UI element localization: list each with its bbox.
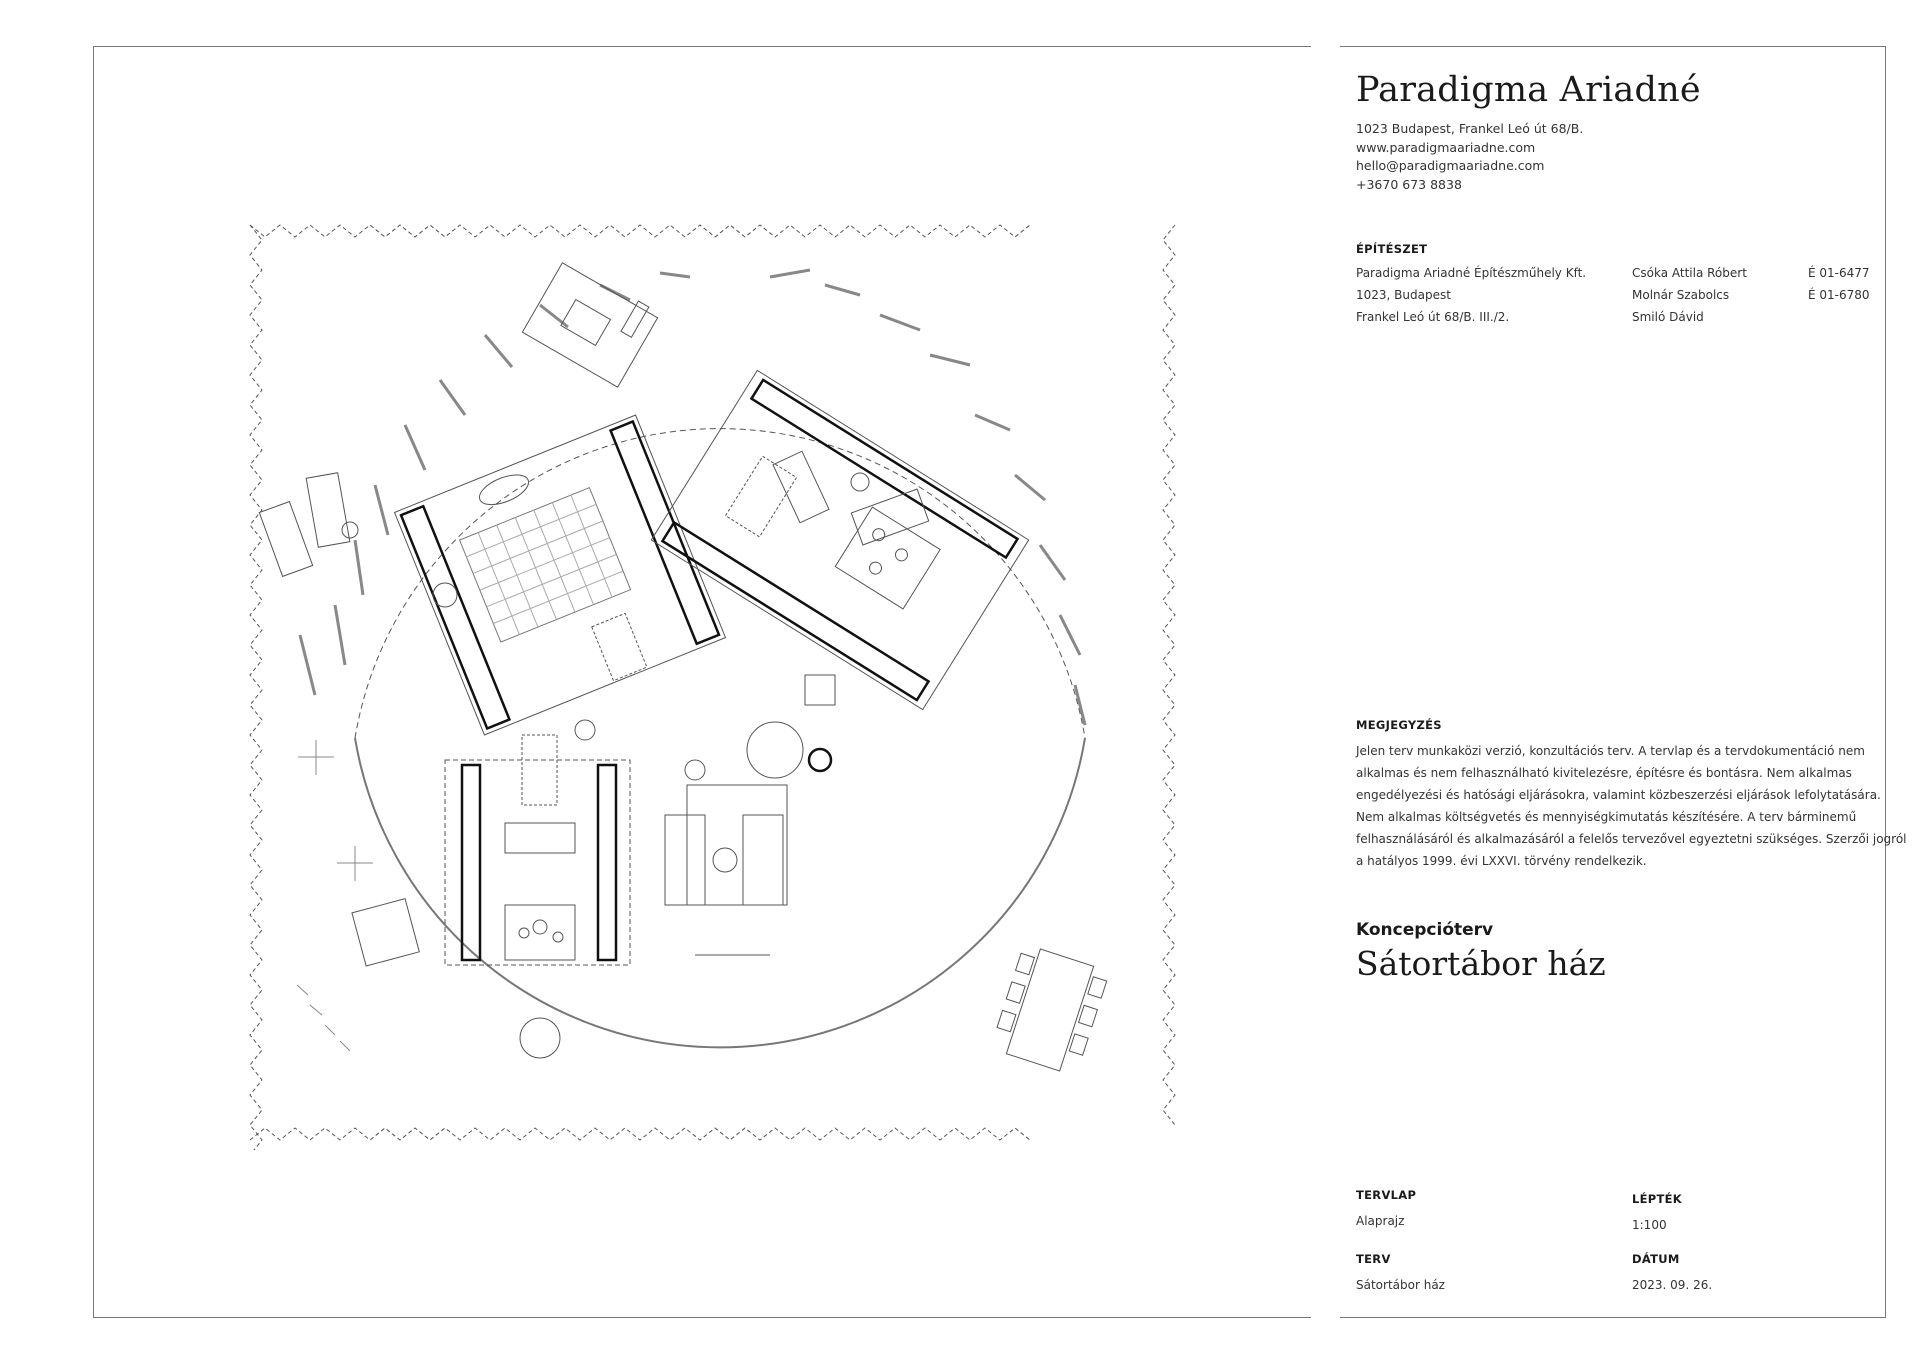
module-kitchen-small	[522, 259, 660, 388]
site-boundary-right	[1163, 225, 1175, 1125]
module-bathroom	[395, 415, 726, 735]
firm-contact	[1356, 120, 1583, 194]
company-line: Paradigma Ariadné Építészműhely Kft.	[1356, 266, 1587, 280]
armchair	[805, 675, 835, 705]
project-title: Sátortábor ház	[1356, 944, 1606, 983]
architecture-licenses	[1808, 262, 1870, 306]
scale-value: 1:100	[1632, 1218, 1667, 1232]
plan-label: TERV	[1356, 1252, 1391, 1266]
architecture-company	[1356, 262, 1586, 328]
architect-name: Smiló Dávid	[1632, 310, 1704, 324]
note-heading: MEGJEGYZÉS	[1356, 718, 1442, 732]
ottoman-grid	[352, 899, 419, 966]
note-text	[1356, 740, 1907, 872]
note-line: felhasználásáról és alkalmazásáról a felelős tervezővel egyeztetni szükséges. Szerzői jogról	[1356, 832, 1907, 846]
planter	[520, 1018, 560, 1058]
license-number: É 01-6477	[1808, 266, 1870, 280]
note-line: a hatályos 1999. évi LXXVI. törvény rendelkezik.	[1356, 854, 1647, 868]
license-number: É 01-6780	[1808, 288, 1870, 302]
architect-name: Molnár Szabolcs	[1632, 288, 1730, 302]
note-line: alkalmas és nem felhasználható kivitelezésre, építésre és bontásra. Nem alkalmas	[1356, 766, 1852, 780]
project-phase: Koncepcióterv	[1356, 920, 1494, 940]
fireplace	[809, 749, 831, 771]
firm-name: Paradigma Ariadné	[1356, 70, 1701, 110]
living-furniture	[665, 785, 787, 955]
site-boundary-left	[250, 225, 262, 1150]
site-boundary-top	[250, 225, 1030, 237]
company-line: 1023, Budapest	[1356, 288, 1451, 302]
contact-phone: +3670 673 8838	[1356, 176, 1462, 192]
company-line: Frankel Leó út 68/B. III./2.	[1356, 310, 1510, 324]
stool-1	[342, 522, 358, 538]
plan-value: Sátortábor ház	[1356, 1278, 1445, 1292]
plus-marker-1	[298, 740, 334, 775]
note-line: Jelen terv munkaközi verzió, konzultációs terv. A tervlap és a tervdokumentáció nem	[1356, 744, 1865, 758]
tick-marks	[297, 985, 350, 1051]
note-line: engedélyezési és hatósági eljárásokra, valamint közbeszerzési eljárások lefolytatására.	[1356, 788, 1881, 802]
dining-table	[990, 944, 1110, 1076]
architecture-architects	[1632, 262, 1747, 328]
louvre-strips	[300, 270, 1085, 725]
sheet-label: TERVLAP	[1356, 1188, 1417, 1202]
site-boundary-bottom	[250, 1128, 1030, 1140]
side-table-3	[575, 720, 595, 740]
date-value: 2023. 09. 26.	[1632, 1278, 1713, 1292]
contact-website: www.paradigmaariadne.com	[1356, 139, 1536, 155]
plus-marker-2	[337, 846, 373, 881]
stool-2	[851, 473, 869, 491]
architect-name: Csóka Attila Róbert	[1632, 266, 1747, 280]
side-table-1	[433, 583, 457, 607]
title-block-panel	[1356, 46, 1907, 1318]
module-kitchen	[445, 735, 630, 965]
side-table-2	[685, 760, 705, 780]
contact-email: hello@paradigmaariadne.com	[1356, 158, 1545, 173]
sun-loungers	[259, 451, 928, 576]
date-label: DÁTUM	[1632, 1252, 1680, 1266]
floor-plan-drawing	[240, 215, 1185, 1150]
sheet-value: Alaprajz	[1356, 1214, 1405, 1228]
note-line: Nem alkalmas költségvetés és mennyiségkimutatás készítésére. A terv bárminemű	[1356, 810, 1857, 824]
contact-address: 1023 Budapest, Frankel Leó út 68/B.	[1356, 121, 1584, 136]
module-living	[651, 370, 1028, 709]
architecture-heading: ÉPÍTÉSZET	[1356, 242, 1428, 256]
scale-label: LÉPTÉK	[1632, 1192, 1683, 1206]
tent-perimeter-solid	[355, 738, 1085, 1047]
round-table	[747, 722, 803, 778]
